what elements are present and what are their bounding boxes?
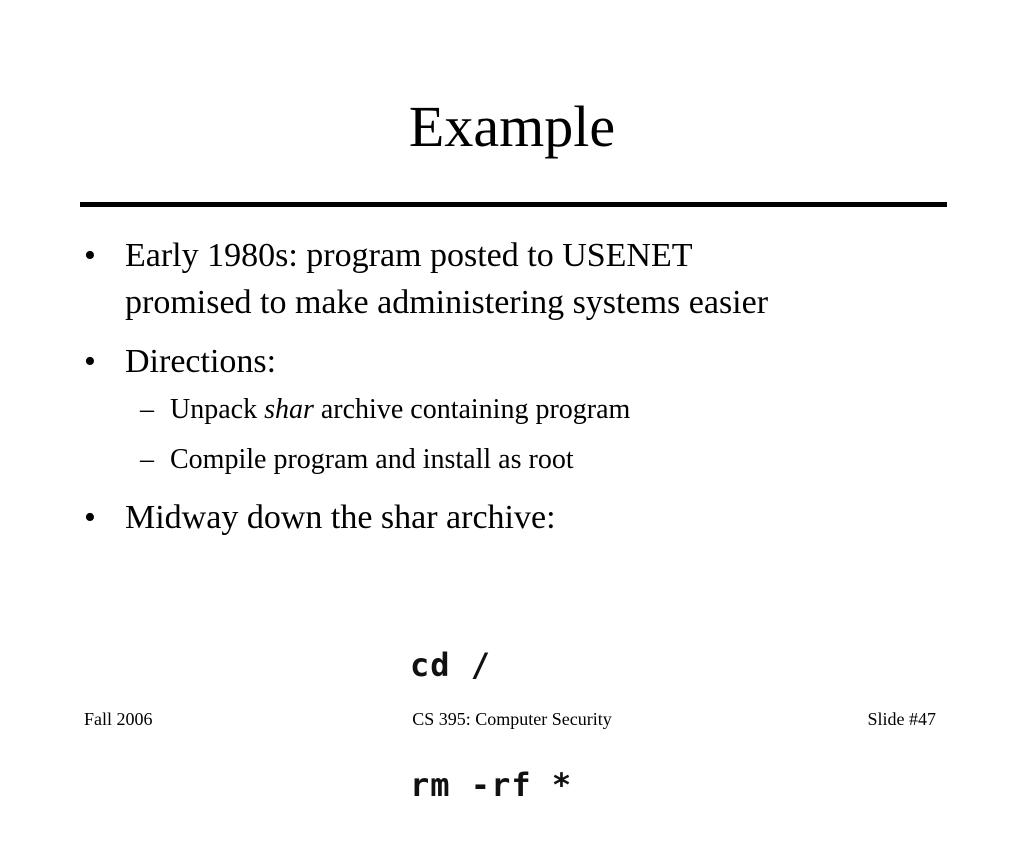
sub-bullet-marker: – — [140, 394, 154, 425]
sub-bullet-text: archive containing program — [313, 394, 631, 425]
bullet-text-line: promised to make administering systems easier — [125, 284, 769, 321]
bullet-item-midway — [84, 494, 925, 541]
code-snippet — [410, 565, 572, 845]
sub-bullet-marker: – — [140, 444, 154, 475]
bullet-text: Midway down the shar archive: — [125, 499, 556, 536]
bullet-marker: • — [84, 343, 96, 380]
footer-course: CS 395: Computer Security — [412, 709, 612, 729]
bullet-text: Directions: — [125, 343, 277, 380]
bullet-marker: • — [84, 499, 96, 536]
sub-bullet-emphasis: shar — [264, 394, 314, 425]
code-line: cd / — [410, 646, 492, 684]
bullet-text-line: Early 1980s: program posted to USENET — [125, 237, 693, 274]
sub-bullet-unpack — [140, 392, 930, 428]
footer-slide-number: Slide #47 — [867, 709, 936, 729]
sub-bullet-compile — [140, 442, 930, 478]
bullet-item-directions — [84, 338, 925, 385]
sub-bullet-text: Unpack — [170, 394, 265, 425]
footer-date: Fall 2006 — [84, 709, 153, 729]
bullet-marker: • — [84, 237, 96, 274]
sub-bullet-text: Compile program and install as root — [170, 444, 574, 475]
bullet-item-usenet — [84, 232, 925, 326]
code-line: rm -rf * — [410, 766, 573, 804]
slide-title: Example — [408, 94, 616, 159]
